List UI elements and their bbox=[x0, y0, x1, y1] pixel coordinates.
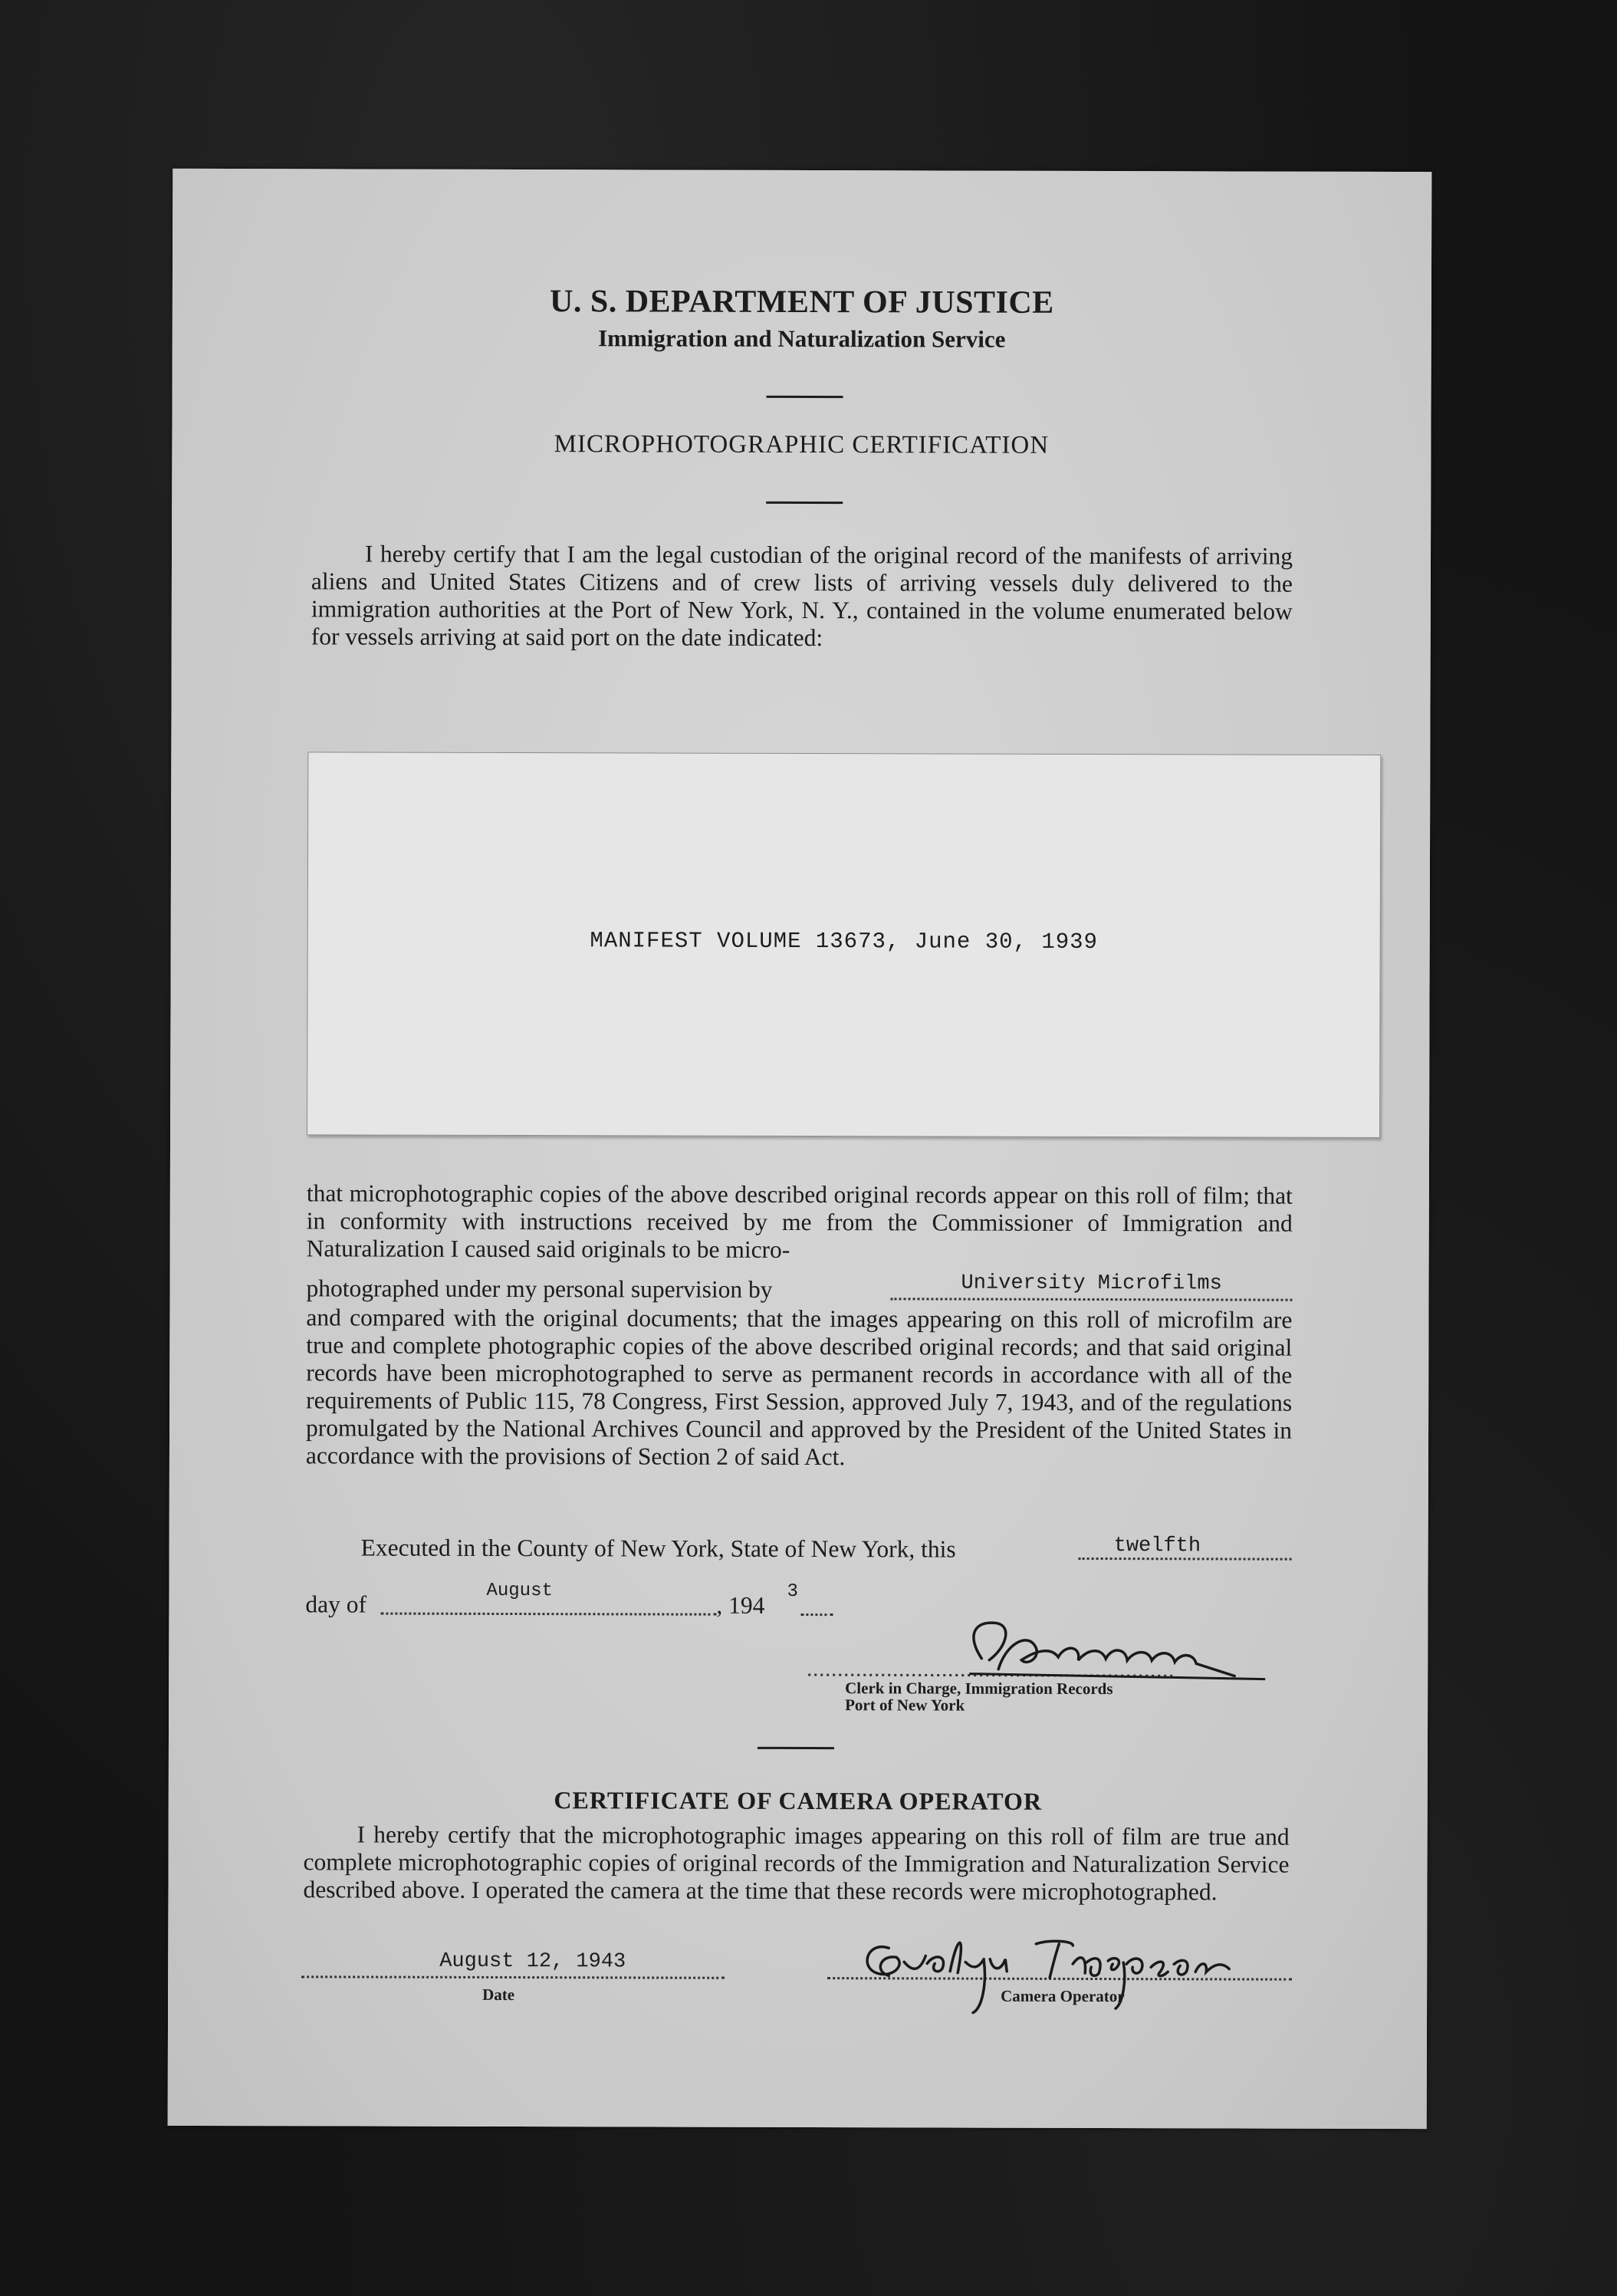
body-paragraph-part2: and compared with the original documents; that the images appearing on this roll of microfilm are true and complete photographic copies of the above described original records; and that said original records have been microphotographed to serve as permanent records in accordance with all of the requirements of Public 115, 78 Congress, First Session, approved July 7, 1943, and of the regulations promulgated by the National Archives Council and approved by the President of the United States in accordance with the provisions of Section 2 of said Act. bbox=[305, 1304, 1293, 1471]
body-paragraph-part1: that microphotographic copies of the above described original records appear on this roll of film; that in conformity with instructions received by me from the Commissioner of Immigration and Naturalization I caused said originals to be micro- bbox=[306, 1179, 1293, 1263]
certification-title: MICROPHOTOGRAPHIC CERTIFICATION bbox=[554, 430, 1050, 459]
supervision-line bbox=[306, 1273, 1292, 1306]
day-of-label: day of bbox=[305, 1590, 367, 1618]
dotted-fill-line bbox=[301, 1975, 725, 1979]
dotted-fill-line bbox=[890, 1298, 1292, 1301]
execution-prefix: Executed in the County of New York, State of New York, this bbox=[360, 1534, 956, 1563]
intro-paragraph: I hereby certify that I am the legal custodian of the original record of the manifests of arriving aliens and United States Citizens and of crew lists of arriving vessels duly delivered to the immigration authorities at the Port of New York, N. Y., contained in the volume enumerated below for vessels arriving at said port on the date indicated: bbox=[311, 540, 1293, 652]
camera-operator-paragraph: I hereby certify that the microphotographic images appearing on this roll of film are true and complete microphotographic copies of original records of the Immigration and Naturalization Service described above. I operated the camera at the time that these records were microphotographed. bbox=[303, 1821, 1290, 1906]
execution-line bbox=[361, 1535, 1292, 1567]
camera-date-value: August 12, 1943 bbox=[439, 1949, 626, 1974]
manifest-volume-text: MANIFEST VOLUME 13673, June 30, 1939 bbox=[590, 928, 1098, 956]
dotted-fill-line bbox=[1079, 1558, 1292, 1561]
supervisor-name: University Microfilms bbox=[961, 1271, 1222, 1296]
camera-operator-label: Camera Operator bbox=[1001, 1986, 1125, 2006]
department-heading: U. S. DEPARTMENT OF JUSTICE bbox=[549, 284, 1054, 321]
date-label: Date bbox=[482, 1985, 515, 2005]
signer-title-line1: Clerk in Charge, Immigration Records bbox=[845, 1679, 1113, 1699]
divider-rule bbox=[766, 502, 843, 504]
execution-day: twelfth bbox=[1113, 1535, 1201, 1558]
year-digit: 3 bbox=[787, 1581, 798, 1602]
certificate-page bbox=[168, 169, 1432, 2129]
execution-month: August bbox=[486, 1580, 553, 1602]
camera-operator-heading: CERTIFICATE OF CAMERA OPERATOR bbox=[554, 1786, 1043, 1815]
manifest-volume-card bbox=[307, 752, 1381, 1138]
execution-date-line bbox=[305, 1580, 842, 1624]
service-subheading: Immigration and Naturalization Service bbox=[598, 324, 1006, 353]
divider-rule bbox=[767, 396, 843, 398]
operator-field bbox=[827, 1917, 1303, 2026]
supervision-prefix: photographed under my personal supervision by bbox=[306, 1275, 773, 1303]
date-field bbox=[301, 1948, 731, 2010]
signer-title-line2: Port of New York bbox=[845, 1696, 965, 1715]
divider-rule bbox=[758, 1747, 834, 1749]
year-prefix: , 194 bbox=[716, 1591, 765, 1619]
dotted-fill-line bbox=[380, 1613, 716, 1616]
